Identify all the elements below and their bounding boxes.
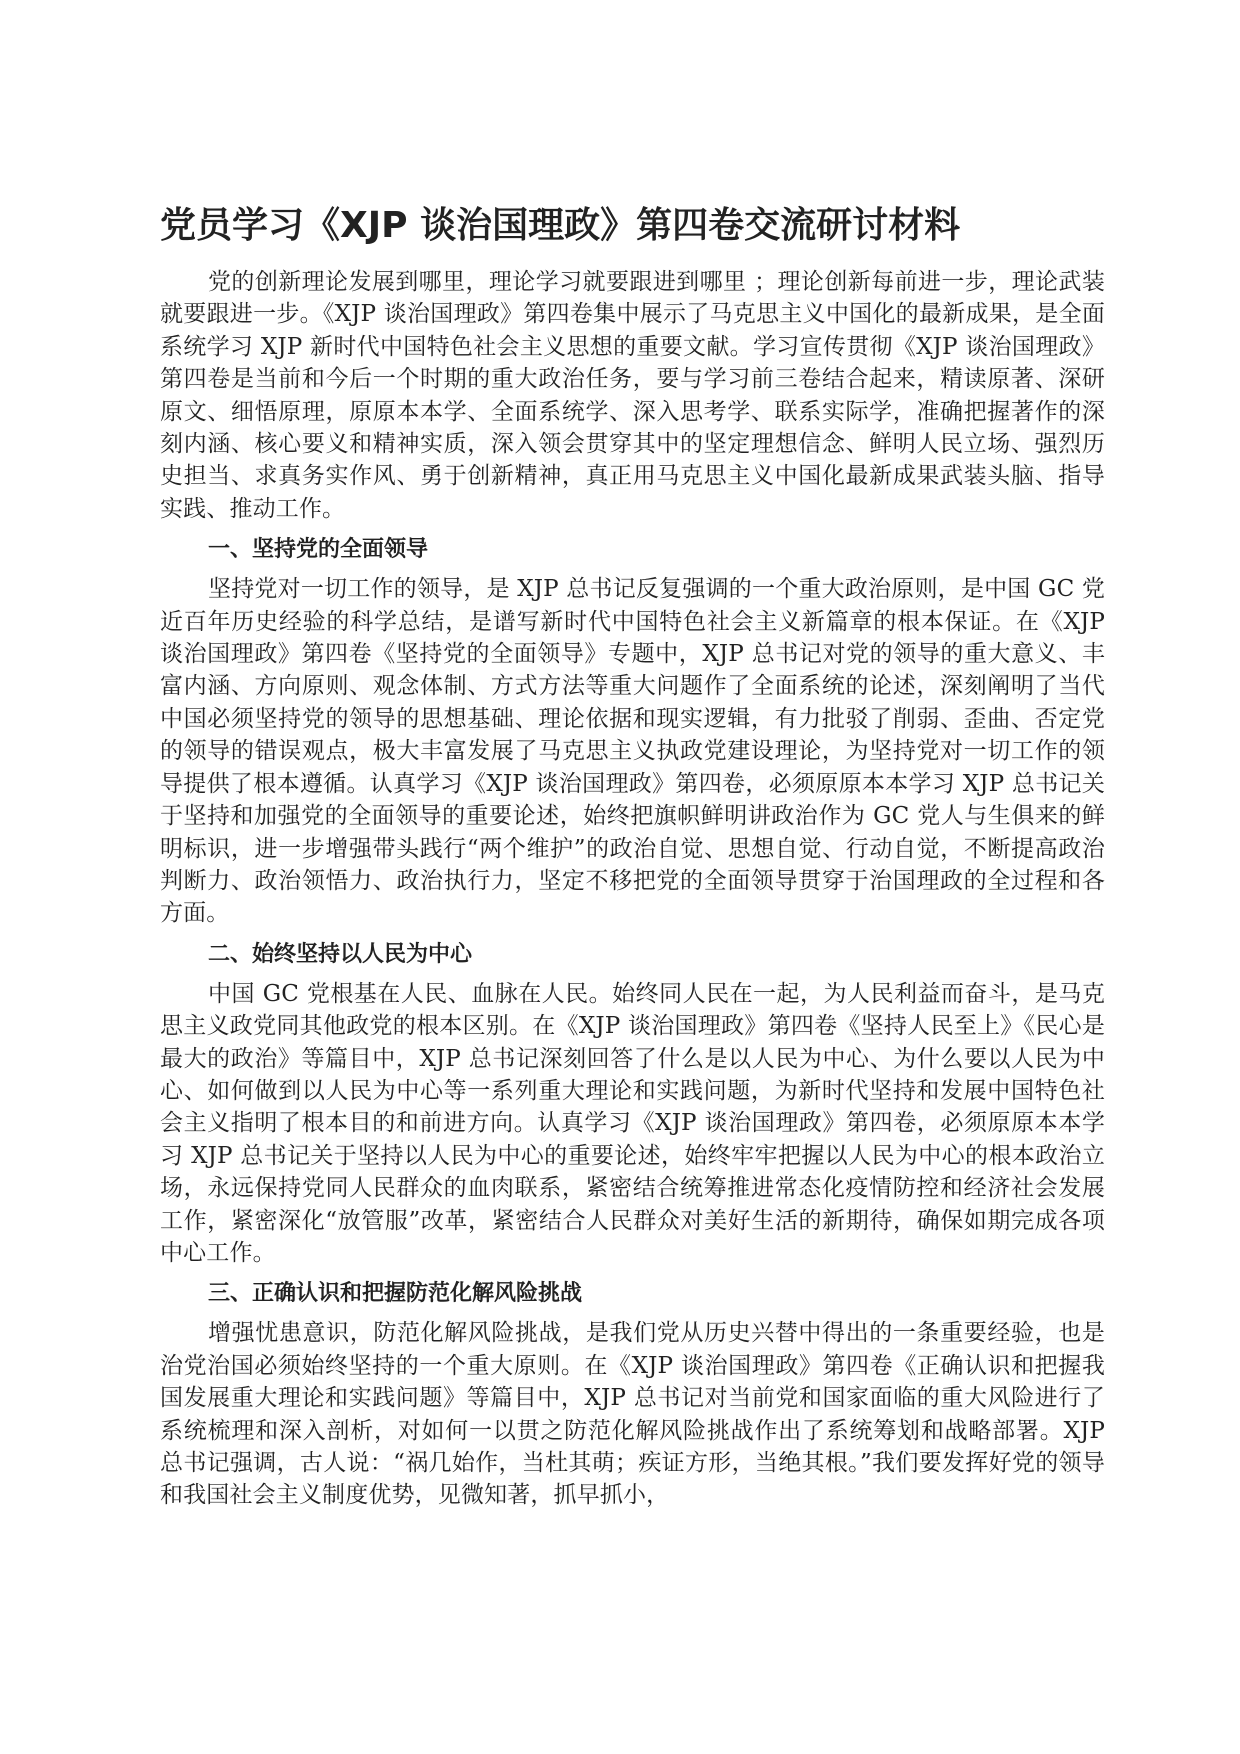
section-heading: 一、坚持党的全面领导: [208, 537, 429, 563]
section-body: 中国 GC 党根基在人民、血脉在人民。始终同人民在一起，为人民利益而奋斗，是马克思主义政党同其他政党的根本区别。在《XJP 谈治国理政》第四卷《坚持人民至上》《民心是最大的政治》等篇目中，XJP 总书记深刻回答了什么是以人民为中心、为什么要以人民为中心、如何做到以人民为中心等一系列重大理论和实践问题，为新时代坚持和发展中国特色社会主义指明了根本目的和前进方向。认真学习《XJP 谈治国理政》第四卷，必须原原本本学习 XJP 总书记关于坚持以人民为中心的重要论述，始终牢牢把握以人民为中心的根本政治立场，永远保持党同人民群众的血肉联系，紧密结合统筹推进常态化疫情防控和经济社会发展工作，紧密深化“放管服”改革，紧密结合人民群众对美好生活的新期待，确保如期完成各项中心工作。: [160, 980, 1105, 1266]
section-body: 增强忧患意识，防范化解风险挑战，是我们党从历史兴替中得出的一条重要经验，也是治党治国必须始终坚持的一个重大原则。在《XJP 谈治国理政》第四卷《正确认识和把握我国发展重大理论和实践问题》等篇目中，XJP 总书记对当前党和国家面临的重大风险进行了系统梳理和深入剖析，对如何一以贯之防范化解风险挑战作出了系统筹划和战略部署。XJP 总书记强调，古人说：“祸几始作，当杜其萌；疾证方形，当绝其根。”我们要发挥好党的领导和我国社会主义制度优势，见微知著，抓早抓小，: [160, 1320, 1105, 1509]
section-heading: 三、正确认识和把握防范化解风险挑战: [208, 1281, 583, 1307]
intro-paragraph: 党的创新理论发展到哪里，理论学习就要跟进到哪里 ；理论创新每前进一步，理论武装就要跟进一步。《XJP 谈治国理政》第四卷集中展示了马克思主义中国化的最新成果，是全面系统学习 XJP 新时代中国特色社会主义思想的重要文献。学习宣传贯彻《XJP 谈治国理政》第四卷是当前和今后一个时期的重大政治任务，要与学习前三卷结合起来，精读原著、深研原文、细悟原理，原原本本学、全面系统学、深入思考学、联系实际学，准确把握著作的深刻内涵、核心要义和精神实质，深入领会贯穿其中的坚定理想信念、鲜明人民立场、强烈历史担当、求真务实作风、勇于创新精神，真正用马克思主义中国化最新成果武装头脑、指导实践、推动工作。: [160, 269, 1105, 522]
document-page: [160, 200, 1105, 1512]
section-heading: 二、始终坚持以人民为中心: [208, 941, 473, 967]
section-2: [160, 940, 1105, 1270]
document-title: 党员学习《XJP 谈治国理政》第四卷交流研讨材料: [160, 205, 961, 246]
section-1: [160, 535, 1105, 929]
section-body: 坚持党对一切工作的领导，是 XJP 总书记反复强调的一个重大政治原则，是中国 GC 党近百年历史经验的科学总结，是谱写新时代中国特色社会主义新篇章的根本保证。在《XJP 谈治国理政》第四卷《坚持党的全面领导》专题中，XJP 总书记对党的领导的重大意义、丰富内涵、方向原则、观念体制、方式方法等重大问题作了全面系统的论述，深刻阐明了当代中国必须坚持党的领导的思想基础、理论依据和现实逻辑，有力批驳了削弱、歪曲、否定党的领导的错误观点，极大丰富发展了马克思主义执政党建设理论，为坚持党对一切工作的领导提供了根本遵循。认真学习《XJP 谈治国理政》第四卷，必须原原本本学习 XJP 总书记关于坚持和加强党的全面领导的重要论述，始终把旗帜鲜明讲政治作为 GC 党人与生俱来的鲜明标识，进一步增强带头践行“两个维护”的政治自觉、思想自觉、行动自觉，不断提高政治判断力、政治领悟力、政治执行力，坚定不移把党的全面领导贯穿于治国理政的全过程和各方面。: [160, 576, 1105, 927]
section-3: [160, 1279, 1105, 1511]
